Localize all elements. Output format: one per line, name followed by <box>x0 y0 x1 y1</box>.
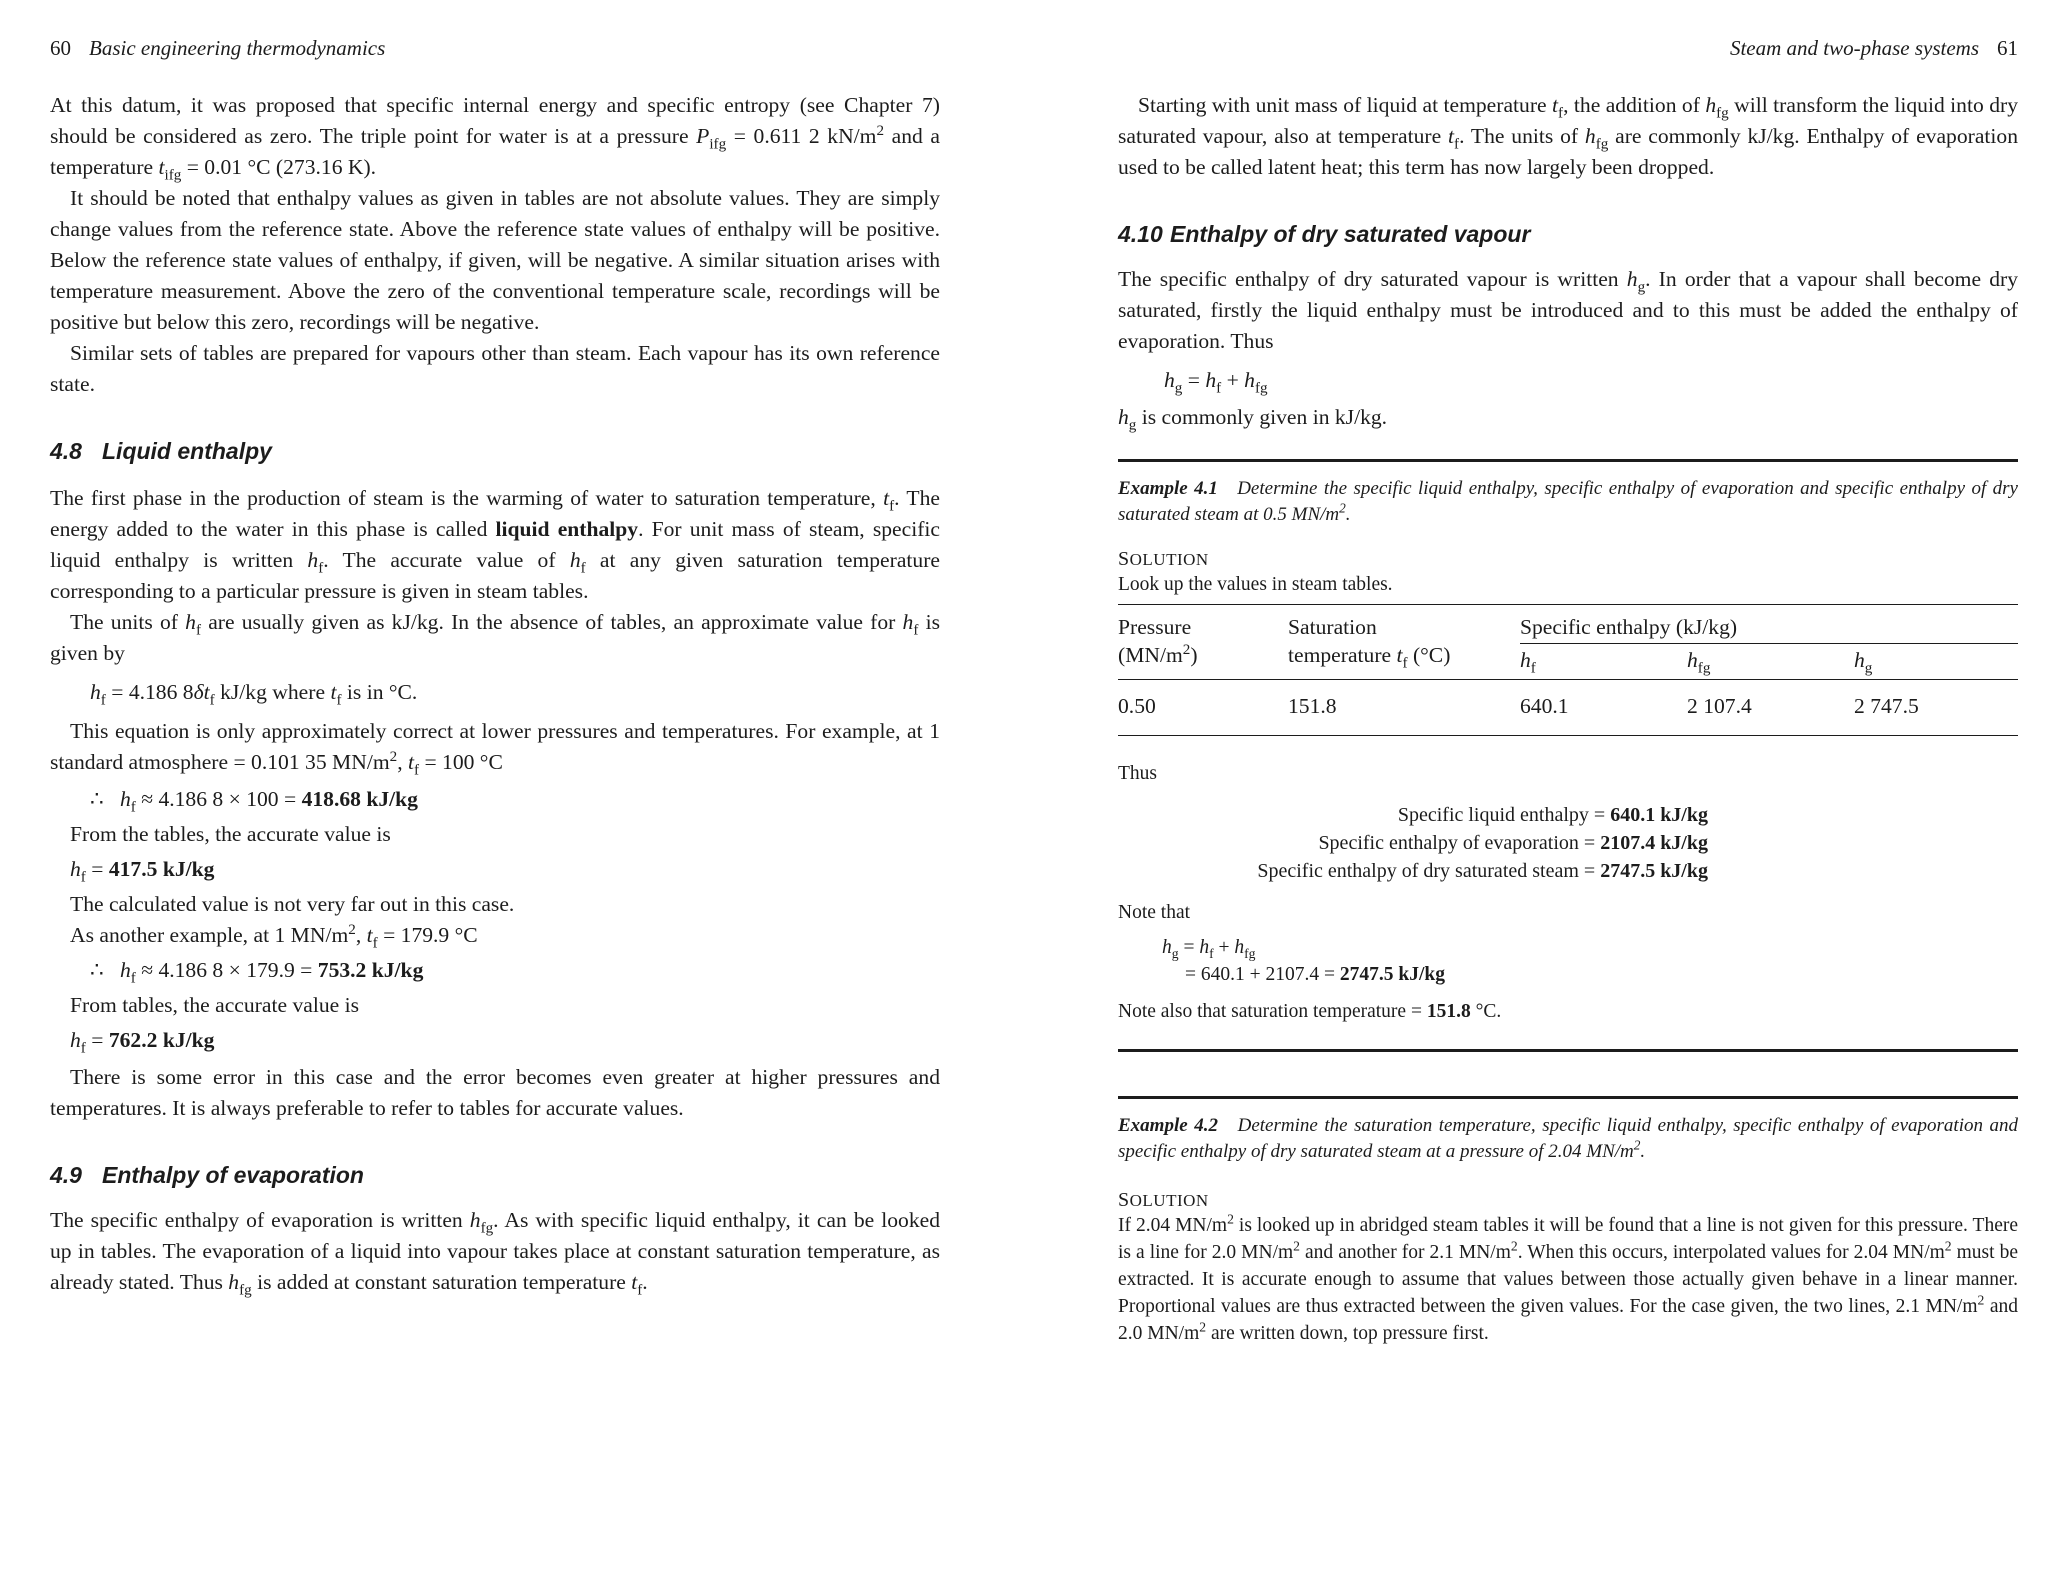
example-4-2-statement: Example 4.2 Determine the saturation temperature, specific liquid enthalpy, specific enthalpy of evaporation and specific enthalpy of dry saturated steam at a pressure of 2.04 $MN/m^2$. <box>1118 1115 2019 1162</box>
result-evaporation: Specific enthalpy of evaporation = 2107.4 kJ/kg <box>1318 832 1708 854</box>
header-saturation: Saturation temperature $t_f$ (°C) <box>1288 615 1451 672</box>
table-data-row <box>1118 680 2018 736</box>
accurate-value-1: $h_f = 417.5$ kJ/kg <box>70 857 215 886</box>
right-running-head <box>1118 36 2018 61</box>
liquid-enthalpy-paragraph-1: The first phase in the production of steam is the warming of water to saturation temperature, $t_f$. The energy added to the water in this phase is called liquid enthalpy. For unit mass of steam, specific liquid enthalpy is written $h_f$. The accurate value of $h_f$ at any given saturation temperature corresponding to a particular pressure is given in steam tables. <box>50 486 940 603</box>
accurate-value-2: $h_f = 762.2$ kJ/kg <box>70 1028 215 1057</box>
cell-hg: 2 747.5 <box>1854 694 1919 718</box>
example-4-1-thus: Thus <box>1118 763 1157 784</box>
intro-paragraph-1: At this datum, it was proposed that specific internal energy and specific entropy (see Chapter 7) should be considered as zero. The triple point for water is at a pressure $P_{ifg} = 0.611$ 2 $kN/m^2$ and a temperature $t_{ifg} = 0.01$ °C (273.16 K). <box>50 93 940 184</box>
example-4-1-statement: Example 4.1 Determine the specific liquid enthalpy, specific enthalpy of evaporation and specific enthalpy of dry saturated steam at 0.5 $MN/m^2$. <box>1118 478 2018 525</box>
table-header-row-1 <box>1118 605 2018 644</box>
calc-equation-2: ∴ $h_f \approx 4.186$ 8 × 179.9 = 753.2 kJ/kg <box>90 958 424 987</box>
cell-saturation: 151.8 <box>1288 694 1337 718</box>
left-page <box>50 0 940 1574</box>
section-4-10-heading: 4.10 Enthalpy of dry saturated vapour <box>1118 221 1531 247</box>
calc-equation-1: ∴ $h_f \approx 4.186$ 8 × 100 = 418.68 kJ/kg <box>90 787 418 816</box>
example-4-2-solution-label: SOLUTION <box>1118 1189 1209 1211</box>
result-liquid-enthalpy: Specific liquid enthalpy = 640.1 kJ/kg <box>1397 804 1708 826</box>
cell-hf: 640.1 <box>1520 694 1569 718</box>
steam-table <box>1118 605 2018 736</box>
example-4-1-note-also: Note also that saturation temperature = 151.8 °C. <box>1118 1001 1502 1022</box>
intro-paragraph-2: It should be noted that enthalpy values as given in tables are not absolute values. They are simply change values from the reference state. Above the reference state values of enthalpy will be positive. Below the reference state values of enthalpy, if given, will be negative. A similar situation arises with temperature measurement. Above the zero of the conventional temperature scale, recordings will be positive but below this zero, recordings will be negative. <box>50 186 940 334</box>
left-page-body <box>50 90 940 1298</box>
right-page-body <box>1118 90 2018 1347</box>
right-page <box>1118 0 2018 1574</box>
left-page-number: 60 <box>50 36 71 60</box>
right-running-title: Steam and two-phase systems <box>1729 36 1979 60</box>
evaporation-paragraph: The specific enthalpy of evaporation is written $h_{fg}$. As with specific liquid enthalpy, it can be looked up in tables. The evaporation of a liquid into vapour takes place at constant saturation temperature, as already stated. Thus $h_{fg}$ is added at constant saturation temperature $t_f$. <box>50 1208 941 1299</box>
hg-equation: $h_g = h_f + h_{fg}$ <box>1164 368 1268 397</box>
header-hfg: $h_{fg}$ <box>1687 648 1711 677</box>
continuation-paragraph: Starting with unit mass of liquid at temperature $t_f$, the addition of $h_{fg}$ will transform the liquid into dry saturated vapour, also at temperature $t_f$. The units of $h_{fg}$ are commonly kJ/kg. Enthalpy of evaporation used to be called latent heat; this term has now largely been dropped. <box>1118 93 2018 179</box>
left-running-head <box>50 36 940 61</box>
closing-paragraph: There is some error in this case and the error becomes even greater at higher pressures and temperatures. It is always preferable to refer to tables for accurate values. <box>50 1065 940 1120</box>
hg-given-line: $h_g$ is commonly given in kJ/kg. <box>1118 405 1388 434</box>
example-4-1-note-that: Note that <box>1118 902 1191 923</box>
header-pressure: Pressure $(MN/m^2)$ <box>1118 615 1198 667</box>
left-running-title: Basic engineering thermodynamics <box>89 36 386 60</box>
example-4-2-body: If 2.04 $MN/m^2$ is looked up in abridged steam tables it will be found that a line is not given for this pressure. There is a line for 2.0 $MN/m^2$ and another for 2.1 $MN/m^2$. When this occurs, interpolated values for 2.04 $MN/m^2$ must be extracted. It is accurate enough to assume that values between those actually given behave in a linear manner. Proportional values are thus extracted between the given values. For the case given, the two lines, 2.1 $MN/m^2$ and 2.0 $MN/m^2$ are written down, top pressure first. <box>1118 1211 2019 1344</box>
liquid-enthalpy-paragraph-2: The units of $h_f$ are usually given as kJ/kg. In the absence of tables, an approximate value for $h_f$ is given by <box>50 610 940 665</box>
example-4-1-results <box>1118 801 1708 885</box>
result-dry-saturated: Specific enthalpy of dry saturated steam = 2747.5 kJ/kg <box>1257 860 1708 882</box>
dry-saturated-paragraph: The specific enthalpy of dry saturated vapour is written $h_g$. In order that a vapour shall become dry saturated, firstly the liquid enthalpy must be introduced and to this must be added the enthalpy of evaporation. Thus <box>1118 267 2018 353</box>
example-4-1-solution-label: SOLUTION <box>1118 548 1209 570</box>
another-example: As another example, at 1 $MN/m^2$, $t_f = 179.9$ °C <box>70 921 478 952</box>
example-4-1-equation-line-2: = 640.1 + 2107.4 = 2747.5 kJ/kg <box>1185 964 1445 985</box>
not-far-out: The calculated value is not very far out in this case. <box>70 892 515 916</box>
approx-paragraph: This equation is only approximately correct at lower pressures and temperatures. For example, at 1 standard atmosphere = 0.101 35 $MN/m^2$, $t_f = 100$ °C <box>50 719 940 779</box>
approx-equation: $h_f = 4.186$ $8\delta t_f$ kJ/kg where $t_f$ is in °C. <box>90 680 418 709</box>
intro-paragraph-3: Similar sets of tables are prepared for vapours other than steam. Each vapour has its own reference state. <box>50 341 940 396</box>
section-4-9-heading: 4.9 Enthalpy of evaporation <box>50 1162 364 1188</box>
example-4-1-equation-line-1: $h_g = h_f + h_{fg}$ <box>1162 937 1256 961</box>
from-tables-1: From the tables, the accurate value is <box>70 822 391 846</box>
cell-hfg: 2 107.4 <box>1687 694 1752 718</box>
cell-pressure: 0.50 <box>1118 694 1156 718</box>
right-page-number: 61 <box>1997 36 2018 60</box>
header-hf: $h_f$ <box>1520 648 1536 677</box>
header-specific-enthalpy: Specific enthalpy (kJ/kg) <box>1520 605 2018 644</box>
header-hg: $h_g$ <box>1854 648 1873 677</box>
section-4-8-heading: 4.8 Liquid enthalpy <box>50 438 272 464</box>
example-4-1-lookup: Look up the values in steam tables. <box>1118 574 1393 595</box>
from-tables-2: From tables, the accurate value is <box>70 993 360 1017</box>
